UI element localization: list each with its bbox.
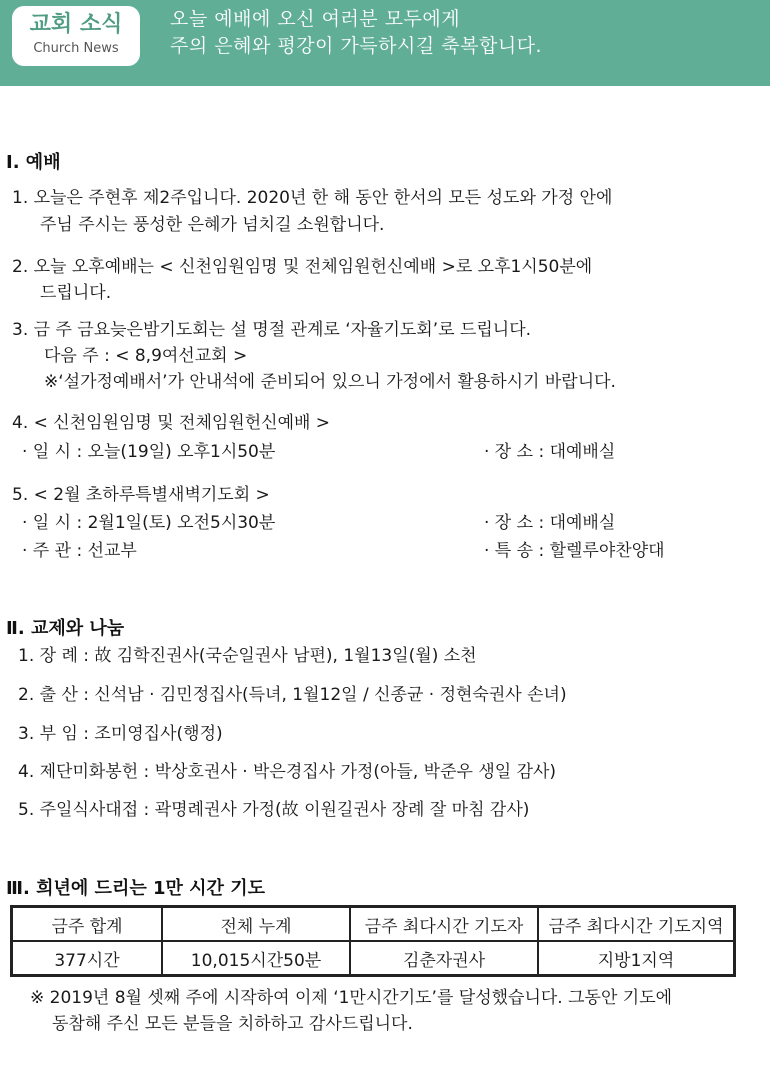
- fellowship-item-5: 5. 주일식사대접 : 곽명례권사 가정(故 이원길권사 장례 잘 마침 감사): [18, 800, 530, 820]
- worship-item-3-line-1: 3. 금 주 금요늦은밤기도회는 설 명절 관계로 ‘자율기도회’로 드립니다.: [12, 320, 532, 340]
- table-header-cell: 금주 최다시간 기도지역: [538, 907, 735, 942]
- table-cell: 지방1지역: [538, 941, 735, 976]
- table-header-cell: 전체 누계: [162, 907, 350, 942]
- worship-item-1-line-1: 1. 오늘은 주현후 제2주입니다. 2020년 한 해 동안 한서의 모든 성도와 가정 안에: [12, 188, 613, 208]
- section-fellowship-title: Ⅱ. 교제와 나눔: [6, 618, 125, 639]
- worship-item-2-line-2: 드립니다.: [40, 283, 112, 303]
- table-header-row: [12, 907, 735, 942]
- worship-item-4-time: · 일 시 : 오늘(19일) 오후1시50분: [22, 442, 276, 462]
- badge-subtitle: Church News: [33, 41, 119, 56]
- header-banner: [0, 0, 770, 86]
- fellowship-item-3: 3. 부 임 : 조미영집사(행정): [18, 724, 223, 744]
- fellowship-item-2: 2. 출 산 : 신석남 · 김민정집사(득녀, 1월12일 / 신종균 · 정현숙권사 손녀): [18, 685, 567, 705]
- worship-item-2-line-1: 2. 오늘 오후예배는 < 신천임원임명 및 전체임원헌신예배 >로 오후1시50분에: [12, 257, 593, 277]
- fellowship-item-4: 4. 제단미화봉헌 : 박상호권사 · 박은경집사 가정(아들, 박준우 생일 감사): [18, 762, 557, 782]
- greeting-line-1: 오늘 예배에 오신 여러분 모두에게: [170, 8, 461, 30]
- greeting: [170, 6, 542, 60]
- table-cell: 김춘자권사: [350, 941, 538, 976]
- worship-item-5-title: 5. < 2월 초하루특별새벽기도회 >: [12, 485, 270, 505]
- prayer-note-line-2: 동참해 주신 모든 분들을 치하하고 감사드립니다.: [52, 1014, 413, 1034]
- prayer-hours-table: [10, 905, 736, 977]
- table-row: [12, 941, 735, 976]
- table-header-cell: 금주 합계: [12, 907, 163, 942]
- worship-item-5-music: · 특 송 : 할렐루야찬양대: [484, 541, 665, 561]
- worship-item-4-title: 4. < 신천임원임명 및 전체임원헌신예배 >: [12, 413, 331, 433]
- section-prayer-title: Ⅲ. 희년에 드리는 1만 시간 기도: [6, 878, 265, 899]
- worship-item-4-place: · 장 소 : 대예배실: [484, 442, 616, 462]
- church-news-badge: [12, 6, 140, 66]
- table-header-cell: 금주 최다시간 기도자: [350, 907, 538, 942]
- worship-item-3-line-2: 다음 주 : < 8,9여선교회 >: [44, 346, 248, 366]
- worship-item-3-line-3: ※‘설가정예배서’가 안내석에 준비되어 있으니 가정에서 활용하시기 바랍니다.: [44, 372, 616, 392]
- worship-item-1-line-2: 주님 주시는 풍성한 은혜가 넘치길 소원합니다.: [40, 215, 385, 235]
- prayer-note-line-1: ※ 2019년 8월 셋째 주에 시작하여 이제 ‘1만시간기도’를 달성했습니다. 그동안 기도에: [30, 988, 673, 1008]
- table-cell: 377시간: [12, 941, 163, 976]
- worship-item-5-place: · 장 소 : 대예배실: [484, 513, 616, 533]
- worship-item-5-host: · 주 관 : 선교부: [22, 541, 137, 561]
- worship-item-5-time: · 일 시 : 2월1일(토) 오전5시30분: [22, 513, 276, 533]
- greeting-line-2: 주의 은혜와 평강이 가득하시길 축복합니다.: [170, 35, 543, 57]
- section-worship-title: Ⅰ. 예배: [6, 152, 61, 173]
- table-cell: 10,015시간50분: [162, 941, 350, 976]
- fellowship-item-1: 1. 장 례 : 故 김학진권사(국순일권사 남편), 1월13일(월) 소천: [18, 646, 477, 666]
- badge-title: 교회 소식: [29, 12, 123, 37]
